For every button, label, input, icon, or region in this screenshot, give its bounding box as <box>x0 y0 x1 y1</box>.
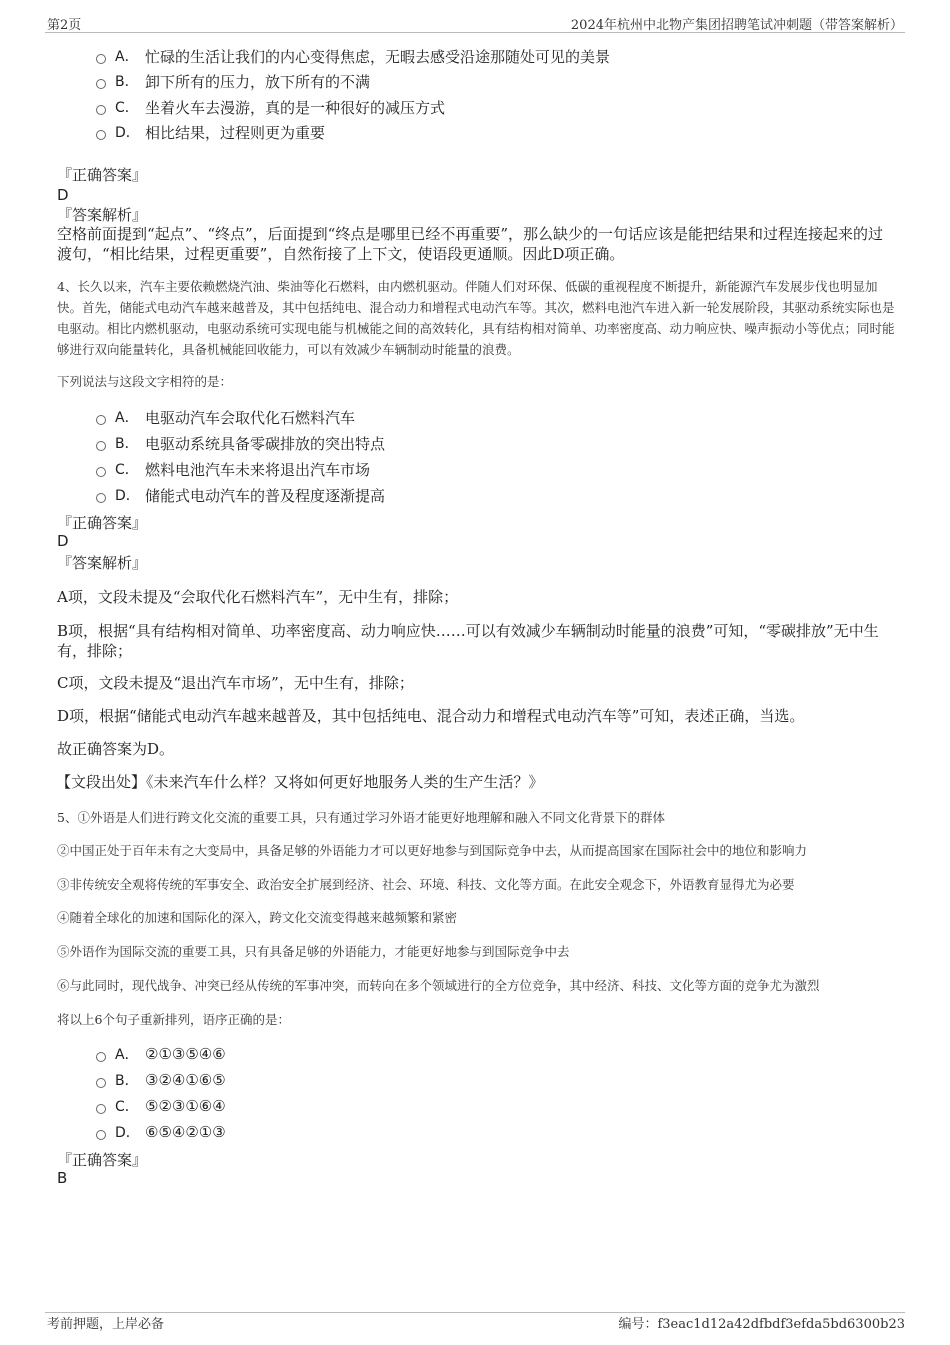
page-number: 第2页 <box>47 18 82 33</box>
footer-slogan: 考前押题，上岸必备 <box>47 1317 165 1332</box>
header-divider <box>45 32 905 33</box>
option-text: 卸下所有的压力，放下所有的不满 <box>145 72 371 91</box>
q5-sentence-2: ②中国正处于百年未有之大变局中，具备足够的外语能力才可以更好地参与到国际竞争中去，从而提高国家在国际社会中的地位和影响力 <box>57 843 808 858</box>
q5-sentence-5: ⑤外语作为国际交流的重要工具，只有具备足够的外语能力，才能更好地参与到国际竞争中去 <box>57 944 570 959</box>
option-letter: B． <box>115 74 139 90</box>
q5-prompt: 将以上6个句子重新排列，语序正确的是： <box>57 1012 290 1027</box>
q4-option-a[interactable] <box>96 406 355 428</box>
option-letter: B． <box>115 436 139 452</box>
option-letter: D． <box>115 1125 140 1141</box>
option-letter: A． <box>115 410 139 426</box>
q4-source: 【文段出处】《未来汽车什么样？又将如何更好地服务人类的生产生活？》 <box>56 773 544 791</box>
q4-passage: 4、长久以来，汽车主要依赖燃烧汽油、柴油等化石燃料，由内燃机驱动。伴随人们对环保、低碳的重视程度不断提升，新能源汽车发展步伐也明显加快。首先，储能式电动汽车越来越普及，其中包括纯电、混合动力和增程式电动汽车等。其次，燃料电池汽车进入新一轮发展阶段，其驱动系统实际也是电驱动。相比内燃机驱动，电驱动系统可实现电能与机械能之间的高效转化，具有结构相对简单、功率密度高、动力响应快、噪声振动小等优点；同时能够进行双向能量转化，具备机械能回收能力，可以有效减少车辆制动时能量的浪费。 <box>57 279 895 357</box>
q4-analysis-b: B项，根据“具有结构相对简单、功率密度高、动力响应快……可以有效减少车辆制动时能量的浪费”可知，“零碳排放”无中生有，排除； <box>57 622 879 660</box>
radio-icon[interactable] <box>96 1052 106 1062</box>
option-text: 电驱动系统具备零碳排放的突出特点 <box>145 434 386 453</box>
q4-option-d[interactable] <box>96 484 385 506</box>
q5-answer: B <box>57 1169 68 1187</box>
option-letter: A． <box>115 49 139 65</box>
q4-analysis-c: C项，文段未提及“退出汽车市场”，无中生有，排除； <box>57 674 414 692</box>
q4-conclusion: 故正确答案为D。 <box>57 740 175 758</box>
q5-sentence-6: ⑥与此同时，现代战争、冲突已经从传统的军事冲突，而转向在多个领域进行的全方位竞争，其中经济、科技、文化等方面的竞争尤为激烈 <box>57 978 820 993</box>
q3-option-c[interactable] <box>96 96 445 118</box>
q3-option-d[interactable] <box>96 121 325 143</box>
q4-answer: D <box>57 532 69 550</box>
option-text: 储能式电动汽车的普及程度逐渐提高 <box>145 486 386 505</box>
q5-sentence-3: ③非传统安全观将传统的军事安全、政治安全扩展到经济、社会、环境、科技、文化等方面。在此安全观念下，外语教育显得尤为必要 <box>57 877 795 892</box>
radio-icon[interactable] <box>96 493 106 503</box>
radio-icon[interactable] <box>96 1078 106 1088</box>
q5-option-d[interactable] <box>96 1121 226 1143</box>
q4-option-c[interactable] <box>96 458 370 480</box>
option-letter: C． <box>115 462 139 478</box>
option-text: 坐着火车去漫游，真的是一种很好的减压方式 <box>145 98 446 117</box>
q4-option-b[interactable] <box>96 432 385 454</box>
q5-sentence-1: 5、①外语是人们进行跨文化交流的重要工具，只有通过学习外语才能更好地理解和融入不同文化背景下的群体 <box>57 810 665 825</box>
radio-icon[interactable] <box>96 130 106 140</box>
option-letter: B． <box>115 1073 139 1089</box>
option-text: ②①③⑤④⑥ <box>145 1045 226 1063</box>
q3-option-a[interactable] <box>96 45 610 67</box>
q4-analysis-d: D项，根据“储能式电动汽车越来越普及，其中包括纯电、混合动力和增程式电动汽车等”可知，表述正确，当选。 <box>57 707 805 725</box>
q3-answer: D <box>57 186 69 204</box>
radio-icon[interactable] <box>96 467 106 477</box>
q3-analysis-label: 『答案解析』 <box>57 206 148 224</box>
q4-prompt: 下列说法与这段文字相符的是： <box>57 374 233 389</box>
option-text: 相比结果，过程则更为重要 <box>145 123 326 142</box>
q5-option-b[interactable] <box>96 1069 226 1091</box>
radio-icon[interactable] <box>96 79 106 89</box>
option-letter: D． <box>115 125 140 141</box>
q3-answer-label: 『正确答案』 <box>57 166 148 184</box>
q4-analysis-label: 『答案解析』 <box>57 554 148 572</box>
q5-option-c[interactable] <box>96 1095 226 1117</box>
option-text: 燃料电池汽车未来将退出汽车市场 <box>145 460 371 479</box>
document-title: 2024年杭州中北物产集团招聘笔试冲刺题（带答案解析） <box>570 18 903 33</box>
option-text: ⑥⑤④②①③ <box>145 1123 226 1141</box>
option-letter: A． <box>115 1047 139 1063</box>
q4-analysis-a: A项，文段未提及“会取代化石燃料汽车”，无中生有，排除； <box>57 588 459 606</box>
option-text: 忙碌的生活让我们的内心变得焦虑，无暇去感受沿途那随处可见的美景 <box>145 47 611 66</box>
option-letter: C． <box>115 1099 139 1115</box>
q5-answer-label: 『正确答案』 <box>57 1151 148 1169</box>
option-text: ⑤②③①⑥④ <box>145 1097 226 1115</box>
q5-option-a[interactable] <box>96 1043 226 1065</box>
radio-icon[interactable] <box>96 415 106 425</box>
q3-option-b[interactable] <box>96 70 370 92</box>
q4-answer-label: 『正确答案』 <box>57 514 148 532</box>
option-letter: C． <box>115 100 139 116</box>
radio-icon[interactable] <box>96 105 106 115</box>
radio-icon[interactable] <box>96 54 106 64</box>
q5-sentence-4: ④随着全球化的加速和国际化的深入，跨文化交流变得越来越频繁和紧密 <box>57 910 458 925</box>
radio-icon[interactable] <box>96 1104 106 1114</box>
radio-icon[interactable] <box>96 441 106 451</box>
option-text: ③②④①⑥⑤ <box>145 1071 226 1089</box>
option-letter: D． <box>115 488 140 504</box>
option-text: 电驱动汽车会取代化石燃料汽车 <box>145 408 356 427</box>
radio-icon[interactable] <box>96 1130 106 1140</box>
document-id: 编号：f3eac1d12a42dfbdf3efda5bd6300b23 <box>618 1317 905 1332</box>
q3-analysis: 空格前面提到“起点”、“终点”，后面提到“终点是哪里已经不再重要”，那么缺少的一句话应该是能把结果和过程连接起来的过渡句，“相比结果，过程更重要”，自然衔接了上下文，使语段更通顺。因此D项正确。 <box>57 225 884 263</box>
